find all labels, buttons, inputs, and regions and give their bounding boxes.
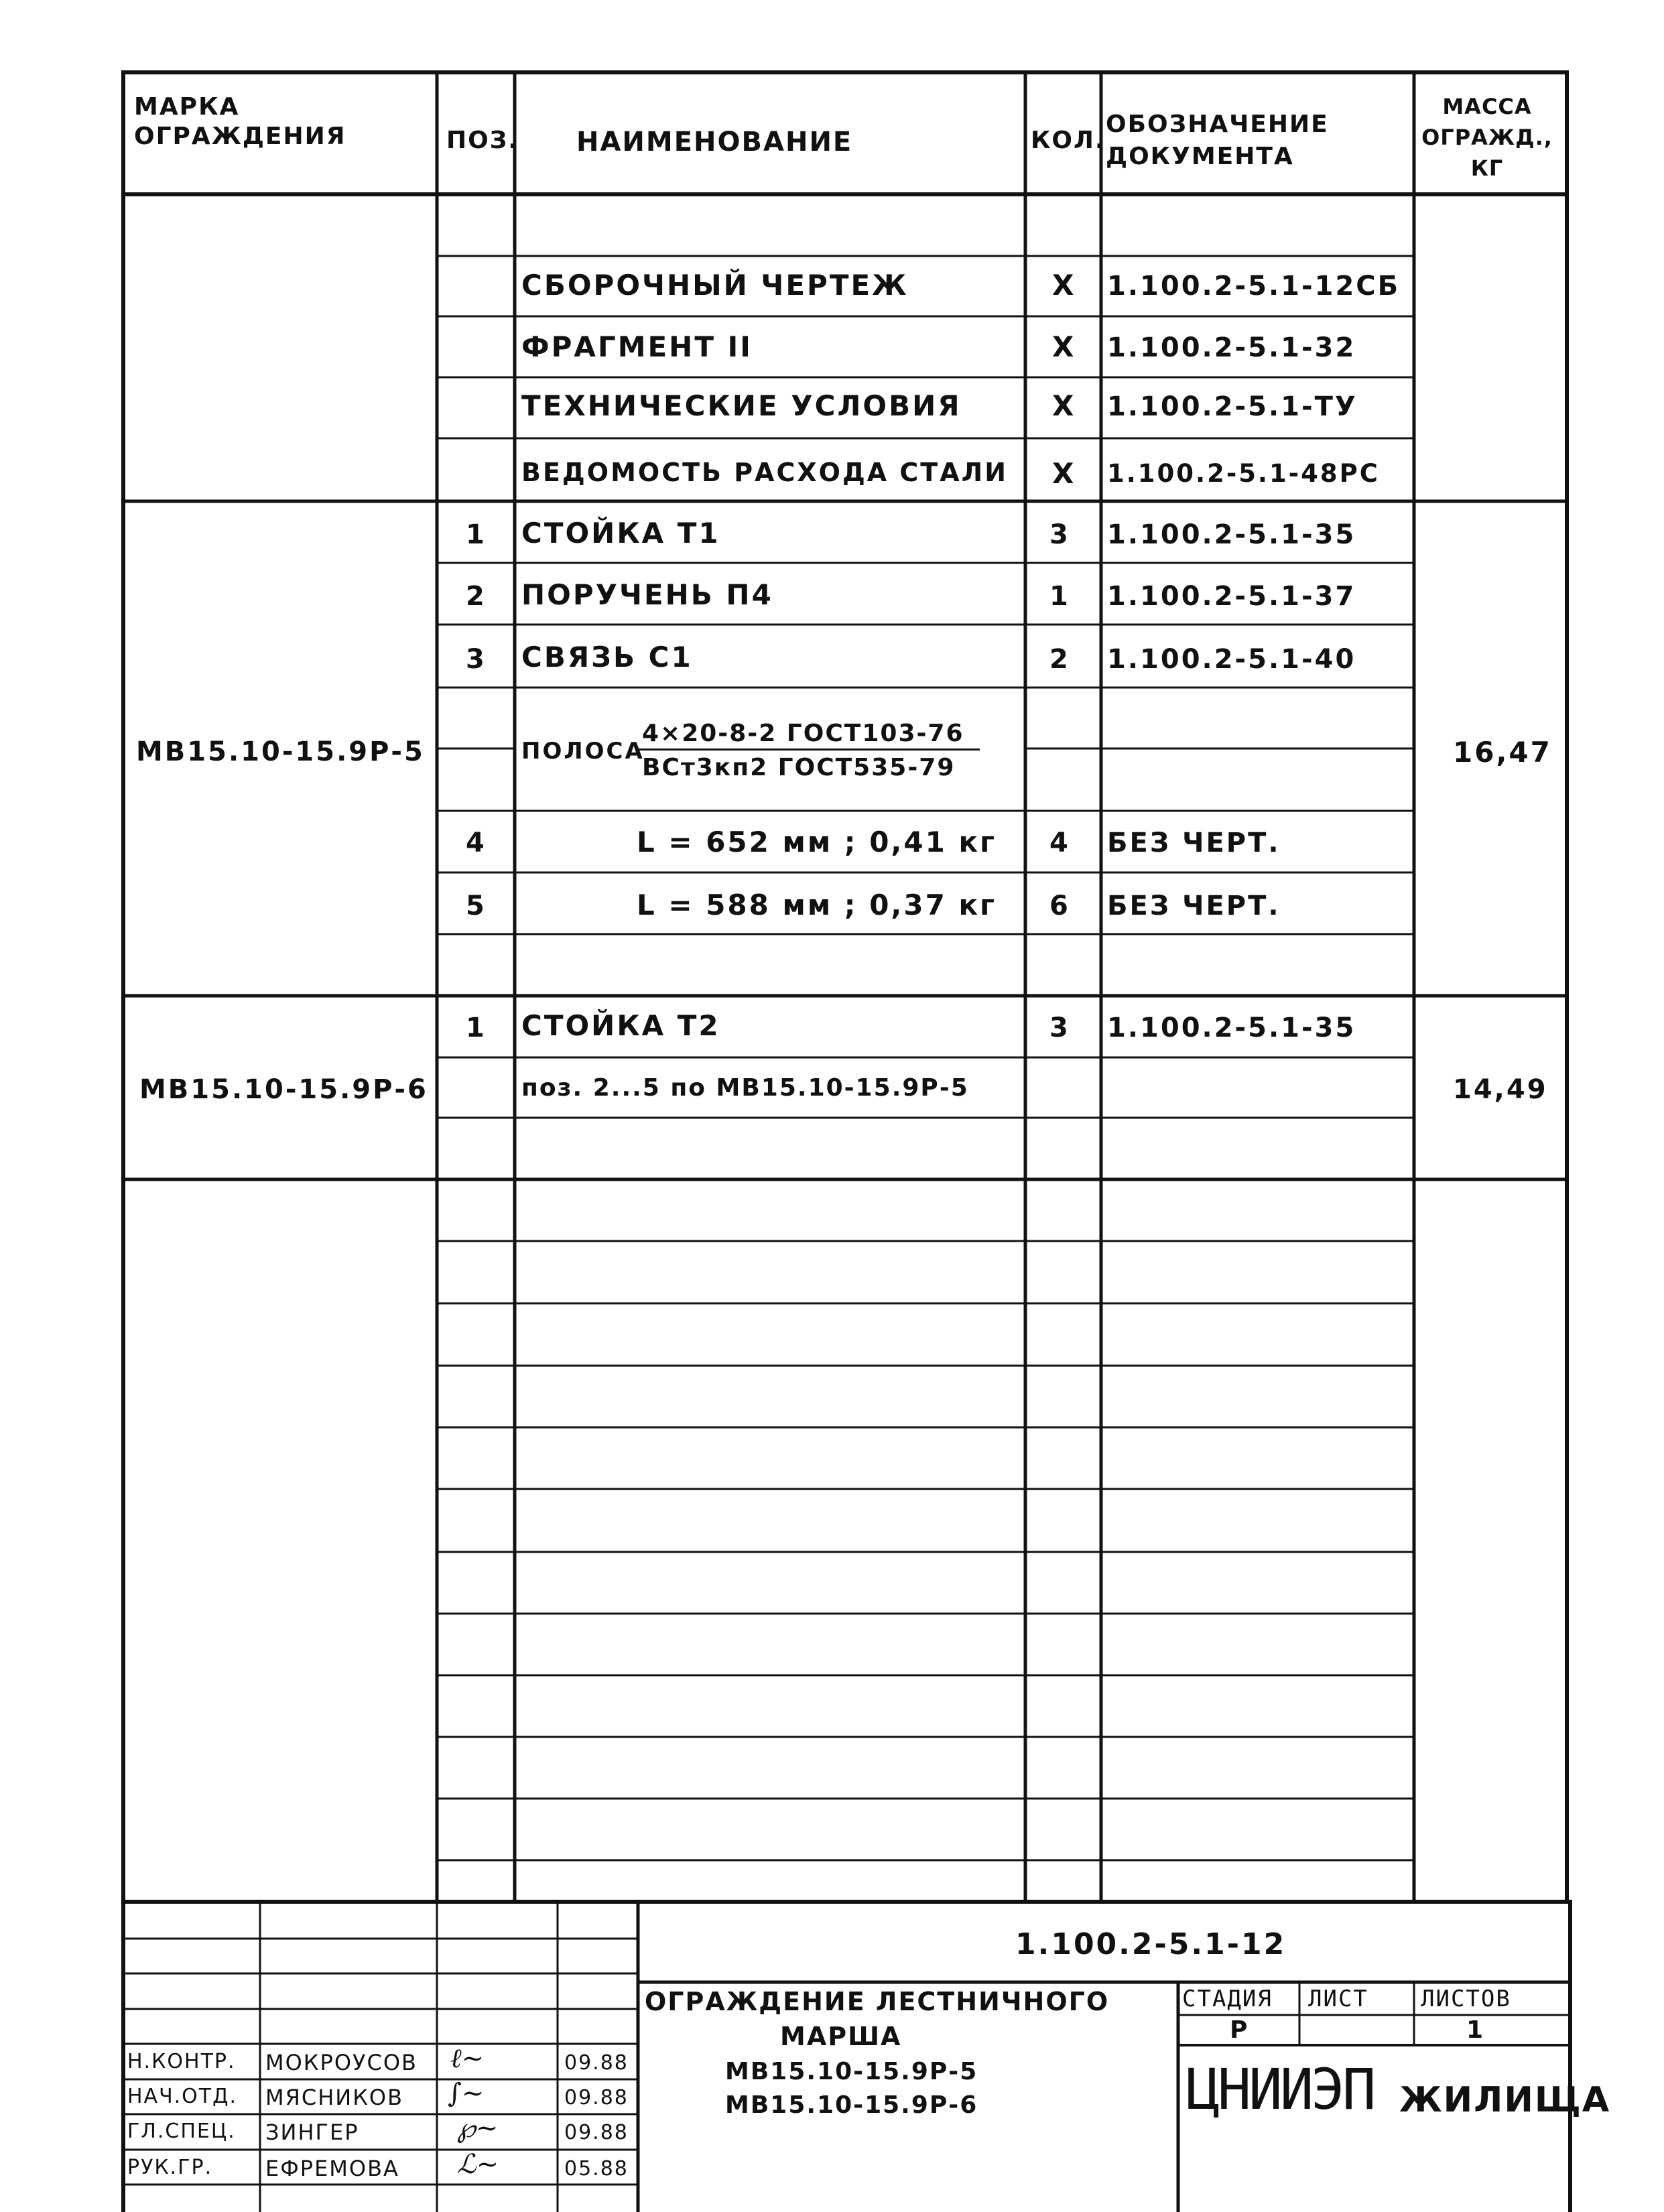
header-name: НАИМЕНОВАНИЕ <box>576 127 853 157</box>
header-mark: МАРКА ОГРАЖДЕНИЯ <box>134 93 346 150</box>
doc-row-4-name: ВЕДОМОСТЬ РАСХОДА СТАЛИ <box>521 458 1009 487</box>
group1-row-4-qty: 4 <box>1049 828 1070 858</box>
group1-row-2-name: ПОРУЧЕНЬ П4 <box>521 578 773 611</box>
stamp-name-3: ЗИНГЕР <box>265 2120 359 2145</box>
strip-fraction-bar <box>638 749 980 751</box>
group1-row-1-doc: 1.100.2-5.1-35 <box>1107 519 1356 550</box>
stage-value: Р <box>1230 2016 1249 2044</box>
doc-row-4-qty: X <box>1052 457 1076 490</box>
group1-row-3-pos: 3 <box>466 644 487 675</box>
stamp-role-2: НАЧ.ОТД. <box>127 2085 238 2108</box>
signature-2: ∫~ <box>448 2078 485 2109</box>
signature-4: ℒ~ <box>457 2149 499 2180</box>
doc-row-1-qty: X <box>1052 269 1076 302</box>
doc-row-2-name: ФРАГМЕНТ II <box>521 330 753 363</box>
group1-row-5-name: L = 588 мм ; 0,37 кг <box>637 889 997 921</box>
strip-spec-top: 4×20-8-2 ГОСТ103-76 <box>642 720 964 747</box>
stamp-date-1: 09.88 <box>564 2051 629 2075</box>
doc-row-2-doc: 1.100.2-5.1-32 <box>1107 332 1356 363</box>
header-pos: ПОЗ. <box>446 127 519 154</box>
stamp-title-line-4: МВ15.10-15.9Р-6 <box>725 2091 978 2119</box>
doc-row-3-qty: X <box>1052 389 1076 422</box>
group2-mark: МВ15.10-15.9Р-6 <box>139 1074 428 1105</box>
group1-row-4-pos: 4 <box>466 828 487 858</box>
group2-row-1-doc: 1.100.2-5.1-35 <box>1107 1013 1356 1043</box>
group2-row-2-name: поз. 2...5 по МВ15.10-15.9Р-5 <box>521 1074 969 1102</box>
group1-row-2-doc: 1.100.2-5.1-37 <box>1107 581 1356 612</box>
signature-3: ℘~ <box>457 2113 499 2144</box>
doc-row-2-qty: X <box>1052 330 1076 363</box>
signature-1: ℓ~ <box>450 2043 485 2074</box>
stamp-date-3: 09.88 <box>564 2121 629 2144</box>
group2-mass: 14,49 <box>1453 1074 1548 1105</box>
group1-row-5-doc: БЕЗ ЧЕРТ. <box>1107 891 1281 921</box>
sheets-value: 1 <box>1466 2016 1485 2044</box>
header-qty: КОЛ. <box>1031 127 1106 154</box>
stamp-title-line-2: МАРША <box>780 2022 902 2051</box>
stamp-role-1: Н.КОНТР. <box>127 2050 236 2073</box>
group1-row-3-name: СВЯЗЬ С1 <box>521 641 693 673</box>
group2-row-1-pos: 1 <box>466 1013 487 1043</box>
group1-row-2-pos: 2 <box>466 581 487 612</box>
stamp-date-4: 05.88 <box>564 2157 629 2181</box>
group1-row-3-qty: 2 <box>1049 644 1070 675</box>
group1-row-4-doc: БЕЗ ЧЕРТ. <box>1107 828 1281 858</box>
stamp-name-1: МОКРОУСОВ <box>265 2050 418 2075</box>
stamp-code: 1.100.2-5.1-12 <box>1015 1927 1287 1961</box>
strip-spec-bottom: ВСт3кп2 ГОСТ535-79 <box>642 754 956 781</box>
group1-row-1-pos: 1 <box>466 519 487 550</box>
stamp-date-2: 09.88 <box>564 2086 629 2109</box>
stamp-role-3: ГЛ.СПЕЦ. <box>127 2120 236 2143</box>
doc-row-3-doc: 1.100.2-5.1-ТУ <box>1107 391 1358 422</box>
doc-row-1-doc: 1.100.2-5.1-12СБ <box>1107 271 1401 302</box>
header-doc: ОБОЗНАЧЕНИЕ ДОКУМЕНТА <box>1106 111 1329 170</box>
sheet-header: ЛИСТ <box>1308 1986 1368 2012</box>
stamp-role-4: РУК.ГР. <box>127 2156 213 2179</box>
group1-row-5-qty: 6 <box>1049 891 1070 921</box>
header-mass: МАССА ОГРАЖД., КГ <box>1421 94 1553 181</box>
group2-row-1-name: СТОЙКА Т2 <box>521 1009 720 1042</box>
group1-row-1-qty: 3 <box>1049 519 1070 550</box>
stamp-name-2: МЯСНИКОВ <box>265 2085 404 2110</box>
doc-row-3-name: ТЕХНИЧЕСКИЕ УСЛОВИЯ <box>521 389 962 422</box>
stage-header: СТАДИЯ <box>1182 1986 1273 2012</box>
doc-row-4-doc: 1.100.2-5.1-48РС <box>1107 459 1380 488</box>
group1-row-1-name: СТОЙКА Т1 <box>521 517 720 549</box>
group1-row-2-qty: 1 <box>1049 581 1070 612</box>
stamp-name-4: ЕФРЕМОВА <box>265 2156 399 2181</box>
stamp-title-line-1: ОГРАЖДЕНИЕ ЛЕСТНИЧНОГО <box>645 1987 1110 2016</box>
doc-row-1-name: СБОРОЧНЫЙ ЧЕРТЕЖ <box>521 269 909 302</box>
group1-row-4-name: L = 652 мм ; 0,41 кг <box>637 826 997 858</box>
stamp-title-line-3: МВ15.10-15.9Р-5 <box>725 2058 978 2085</box>
org-name-main: ЦНИИЭП <box>1186 2057 1374 2122</box>
group1-mass: 16,47 <box>1453 736 1552 769</box>
group2-row-1-qty: 3 <box>1049 1013 1070 1043</box>
org-name-suffix: ЖИЛИЩА <box>1399 2080 1611 2120</box>
strip-label: ПОЛОСА <box>521 738 645 765</box>
group1-row-5-pos: 5 <box>466 891 487 921</box>
group1-mark: МВ15.10-15.9Р-5 <box>136 736 425 767</box>
group1-row-3-doc: 1.100.2-5.1-40 <box>1107 644 1356 675</box>
sheets-header: ЛИСТОВ <box>1421 1986 1511 2012</box>
